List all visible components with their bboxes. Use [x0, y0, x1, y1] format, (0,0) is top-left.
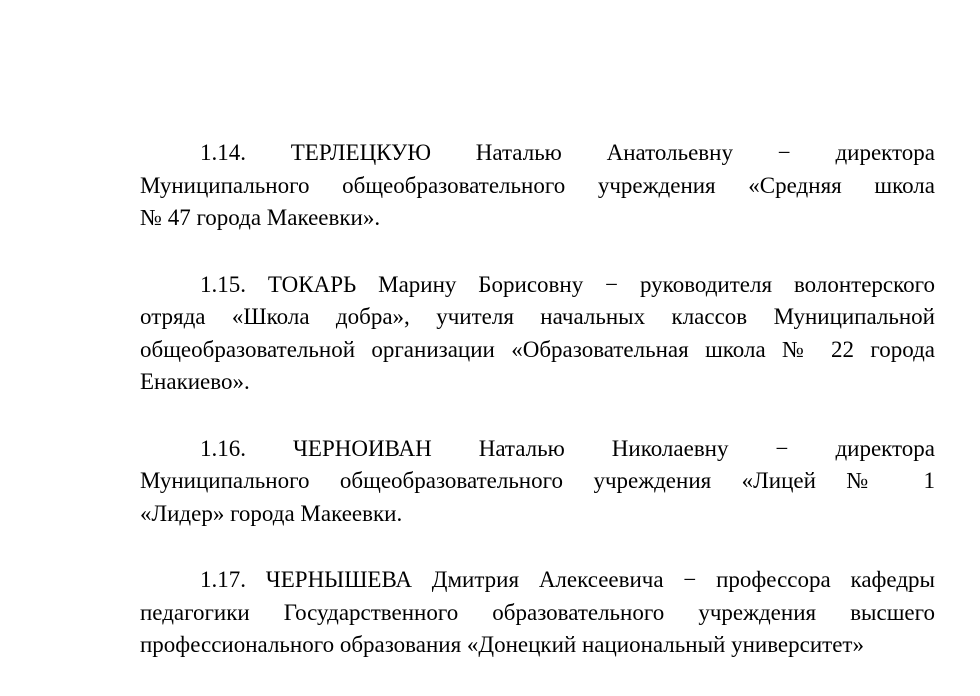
paragraph-1-14: [140, 137, 935, 235]
text-line: профессионального образования «Донецкий национальный университет»: [140, 632, 864, 657]
paragraph-1-15: [140, 269, 935, 399]
text-line: педагогики Государственного образовательного учреждения высшего: [140, 599, 935, 625]
text-line: 1.14. ТЕРЛЕЦКУЮ Наталью Анатольевну − директора: [200, 140, 935, 165]
text-line: 1.16. ЧЕРНОИВАН Наталью Николаевну − директора: [200, 435, 935, 461]
paragraph-1-17: [140, 564, 935, 662]
text-line: Енакиево».: [140, 369, 250, 394]
document-page: [140, 137, 935, 696]
text-line: 1.17. ЧЕРНЫШЕВА Дмитрия Алексеевича − профессора кафедры: [200, 567, 935, 592]
text-line: «Лидер» города Макеевки.: [140, 500, 403, 526]
text-line: № 47 города Макеевки».: [140, 205, 381, 230]
text-line: 1.15. ТОКАРЬ Марину Борисовну − руководителя волонтерского: [200, 271, 935, 297]
text-line: Муниципального общеобразовательного учреждения «Средняя школа: [140, 172, 935, 198]
text-line: общеобразовательной организации «Образовательная школа № 22 города: [140, 336, 935, 362]
text-line: Муниципального общеобразовательного учреждения «Лицей № 1: [140, 468, 935, 493]
paragraph-1-16: [140, 433, 935, 531]
text-line: отряда «Школа добра», учителя начальных классов Муниципальной: [140, 304, 935, 329]
